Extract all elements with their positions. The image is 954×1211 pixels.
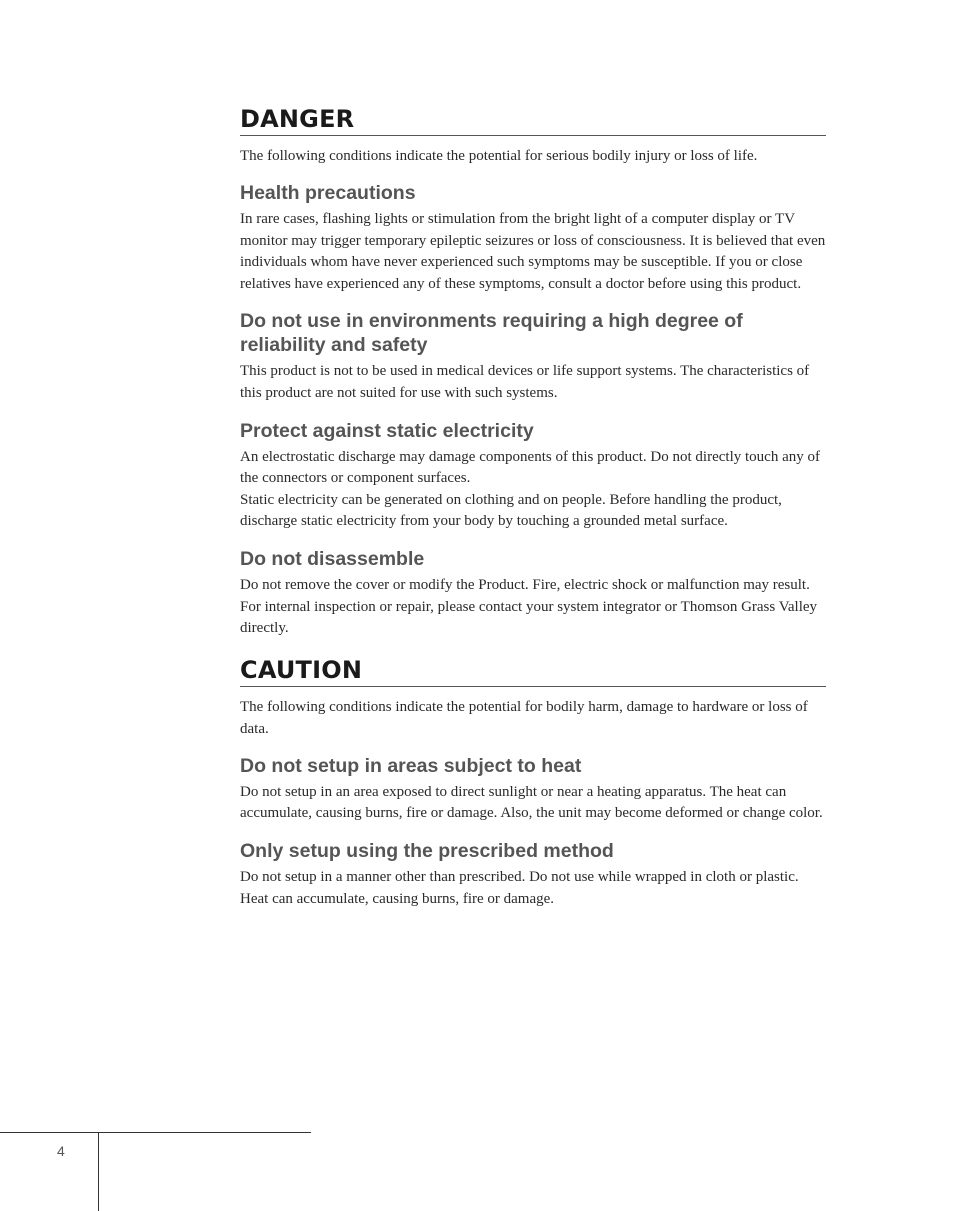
- disassemble-heading: Do not disassemble: [240, 547, 425, 570]
- caution-intro: The following conditions indicate the potential for bodily harm, damage to hardware or loss of data.: [240, 698, 808, 737]
- caution-heading: CAUTION: [240, 655, 826, 687]
- prescribed-method-text: Do not setup in a manner other than prescribed. Do not use while wrapped in cloth or plastic. Heat can accumulate, causing burns, fire or damage.: [240, 868, 799, 907]
- static-electricity-text-2: Static electricity can be generated on clothing and on people. Before handling the product, discharge static electricity from your body by touching a grounded metal surface.: [240, 491, 782, 530]
- static-electricity-text-1: An electrostatic discharge may damage components of this product. Do not directly touch any of the connectors or component surfaces.: [240, 448, 820, 487]
- heat-areas-heading: Do not setup in areas subject to heat: [240, 754, 582, 777]
- section-spacer: [240, 640, 826, 655]
- danger-heading: DANGER: [240, 104, 826, 136]
- heat-areas-text: Do not setup in an area exposed to direct sunlight or near a heating apparatus. The heat can accumulate, causing burns, fire or damage. Also, the unit may become deformed or change color.: [240, 783, 823, 822]
- page-number: 4: [57, 1143, 65, 1159]
- health-precautions-heading: Health precautions: [240, 182, 416, 204]
- danger-intro: The following conditions indicate the potential for serious bodily injury or loss of life.: [240, 148, 758, 164]
- static-electricity-heading: Protect against static electricity: [240, 419, 534, 442]
- health-precautions-text: In rare cases, flashing lights or stimulation from the bright light of a computer display or TV monitor may trigger temporary epileptic seizures or loss of consciousness. It is believed that even individuals whom have never experienced such symptoms may be susceptible. If you or close relatives have experienced any of these symptoms, consult a doctor before using this product.: [240, 211, 826, 292]
- page-content: [240, 104, 826, 910]
- reliability-safety-heading: Do not use in environments requiring a high degree of reliability and safety: [240, 310, 743, 357]
- disassemble-text: Do not remove the cover or modify the Product. Fire, electric shock or malfunction may result. For internal inspection or repair, please contact your system integrator or Thomson Grass Valley directly.: [240, 576, 818, 637]
- footer-horizontal-rule: [0, 1132, 311, 1133]
- footer-vertical-rule: [98, 1132, 99, 1211]
- prescribed-method-heading: Only setup using the prescribed method: [240, 839, 614, 862]
- reliability-safety-text: This product is not to be used in medical devices or life support systems. The characteristics of this product are not suited for use with such systems.: [240, 363, 810, 401]
